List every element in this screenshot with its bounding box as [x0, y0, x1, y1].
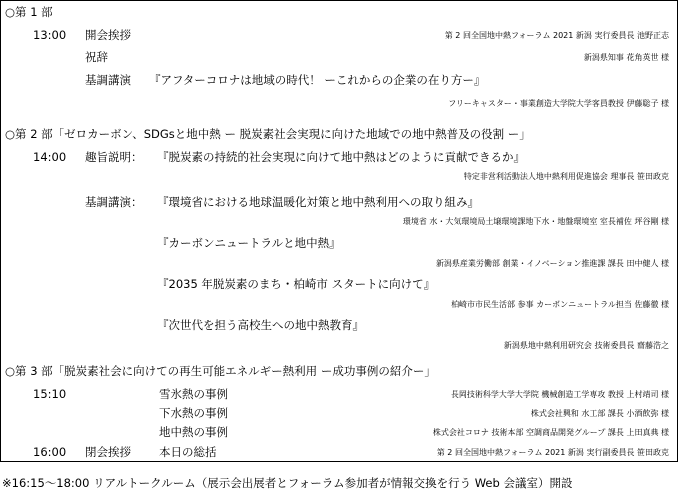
part1-opening-time: 13:00: [33, 28, 67, 42]
part2-lecture-speaker: 柏崎市市民生活部 参事 カーボンニュートラル担当 佐藤徹 様: [451, 300, 669, 309]
part1-heading: ○第 1 部: [5, 5, 53, 19]
part1-congrats-label: 祝辞: [85, 50, 108, 64]
part3-case-label: 雪氷熱の事例: [159, 387, 228, 401]
part1-congrats-speaker: 新潟県知事 花角英世 様: [583, 53, 669, 62]
part3-case-label: 地中熱の事例: [159, 425, 228, 439]
part3-case-speaker: 株式会社興和 水工部 課長 小酒飲弥 様: [530, 409, 669, 418]
part2-lecture-speaker: 新潟県産業労働部 創業・イノベーション推進課 課長 田中健人 様: [435, 259, 669, 268]
part2-lecture-title: 『2035 年脱炭素のまち・柏崎市 スタートに向けて』: [157, 277, 436, 291]
part2-intro-label: 趣旨説明：: [85, 150, 143, 164]
part2-lecture-title: 『カーボンニュートラルと地中熱』: [157, 236, 341, 250]
part2-lecture-title: 『次世代を担う高校生への地中熱教育』: [157, 318, 364, 332]
part1-keynote-label: 基調講演: [85, 73, 131, 87]
part3-time: 15:10: [33, 387, 67, 401]
part3-closing-speaker: 第 2 回全国地中熱フォーラム 2021 新潟 実行副委員長 笹田政克: [436, 448, 669, 457]
part3-closing-label: 閉会挨拶: [85, 445, 131, 459]
part2-lecture-speaker: 環境省 水・大気環境局土壌環境課地下水・地盤環境室 室長補佐 坪谷剛 様: [402, 217, 669, 226]
part1-keynote-speaker: フリーキャスター・事業創造大学院大学客員教授 伊藤聡子 様: [448, 99, 669, 108]
part2-lecture-speaker: 新潟県地中熱利用研究会 技術委員長 齋藤浩之: [503, 341, 669, 350]
part2-intro-speaker: 特定非営利活動法人地中熱利用促進協会 理事長 笹田政克: [463, 172, 669, 181]
part3-case-label: 下水熱の事例: [159, 406, 228, 420]
part1-opening-speaker: 第 2 回全国地中熱フォーラム 2021 新潟 実行委員長 池野正志: [444, 31, 669, 40]
part2-heading: ○第 2 部「ゼロカーボン、SDGsと地中熱 ー 脱炭素社会実現に向けた地域での地中熱普及の役割 ー」: [5, 127, 531, 141]
part3-closing-sublabel: 本日の総括: [159, 445, 217, 459]
part2-intro-time: 14:00: [33, 150, 67, 164]
part3-case-speaker: 長岡技術科学大学大学院 機械創造工学専攻 教授 上村靖司 様: [450, 390, 669, 399]
part1-opening-label: 開会挨拶: [85, 28, 131, 42]
part3-case-speaker: 株式会社コロナ 技術本部 空調商品開発グループ 課長 上田真典 様: [432, 428, 669, 437]
part1-keynote-title: 『アフターコロナは地域の時代！ ーこれからの企業の在り方ー』: [149, 73, 486, 87]
part3-heading: ○第 3 部「脱炭素社会に向けての再生可能エネルギー熱利用 ー成功事例の紹介ー」: [5, 364, 436, 378]
footnote: ※16:15～18:00 リアルトークルーム（展示会出展者とフォーラム参加者が情報交換を行う Web 会議室）開設: [2, 476, 573, 490]
part2-lectures-label: 基調講演：: [85, 195, 143, 209]
part2-lecture-title: 『環境省における地球温暖化対策と地中熱利用への取り組み』: [157, 195, 479, 209]
part3-closing-time: 16:00: [33, 445, 67, 459]
part2-intro-title: 『脱炭素の持続的社会実現に向けて地中熱はどのように貢献できるか』: [157, 150, 525, 164]
